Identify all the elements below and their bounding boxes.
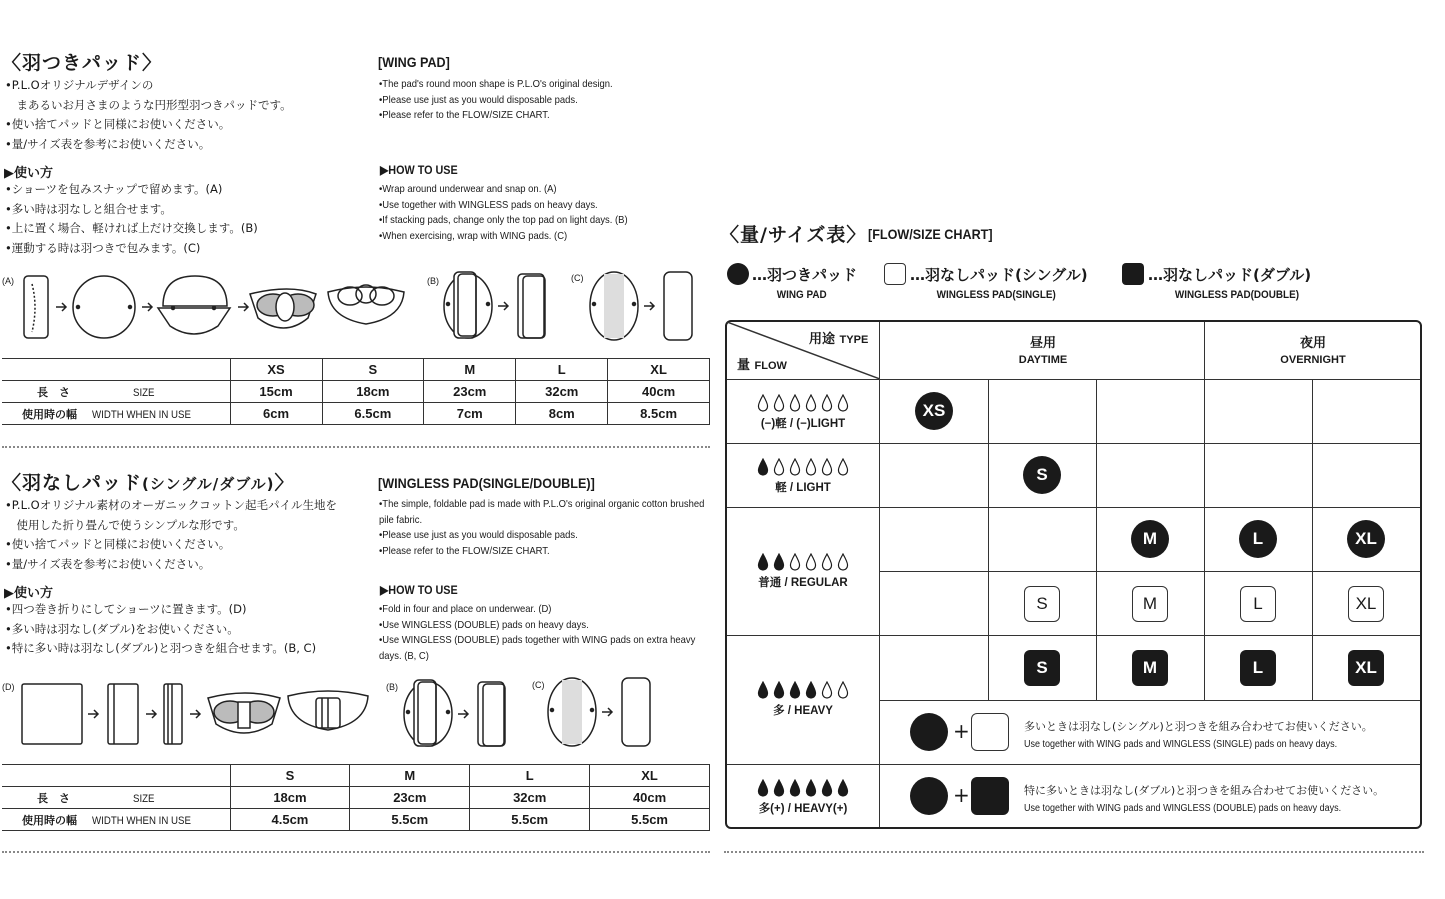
size-header: L xyxy=(470,765,590,787)
wing-howto-jp-line: •上に置く場合、軽ければ上だけ交換します。(B) xyxy=(5,221,258,235)
drop-icon xyxy=(837,553,849,571)
grid-line xyxy=(1312,379,1313,700)
length-cell: 18cm xyxy=(322,381,424,403)
table-row xyxy=(2,787,710,809)
wingless-title-jp xyxy=(2,468,295,495)
width-label-en: WIDTH WHEN IN USE xyxy=(92,814,192,827)
combo-wing-icon xyxy=(910,713,948,751)
wingless-title-jp-main: 〈羽なしパッド xyxy=(2,472,143,494)
drops xyxy=(727,681,879,699)
wing-illustration-a xyxy=(18,270,418,346)
drop-icon xyxy=(805,779,817,797)
length-cell: 18cm xyxy=(230,787,350,809)
width-cell: 7cm xyxy=(424,403,516,425)
width-cell: 5.5cm xyxy=(590,809,710,831)
size-header: S xyxy=(230,765,350,787)
drop-icon xyxy=(789,553,801,571)
wing-title-jp: 〈羽つきパッド〉 xyxy=(2,52,163,74)
drops xyxy=(727,553,879,571)
drop-icon xyxy=(821,394,833,412)
wingless-illustration-b xyxy=(400,676,520,752)
wingless-illustration-d xyxy=(18,676,388,752)
wingless-howto-en-line: •Use WINGLESS (DOUBLE) pads on heavy days. xyxy=(379,618,589,631)
wingless-desc-en-line: •Please refer to the FLOW/SIZE CHART. xyxy=(379,544,550,557)
width-cell: 5.5cm xyxy=(470,809,590,831)
section-divider xyxy=(2,446,710,448)
drop-icon xyxy=(773,553,785,571)
legend-wing-label: …羽つきパッド xyxy=(752,266,858,284)
wing-howto-en-line: •When exercising, wrap with WING pads. (C) xyxy=(379,229,568,242)
grid-line xyxy=(879,700,1420,701)
legend-double-label: …羽なしパッド(ダブル) xyxy=(1148,266,1312,284)
flow-label-text: 多(+) / HEAVY(+) xyxy=(758,803,848,815)
drop-icon xyxy=(773,681,785,699)
wing-desc-jp-line: まあるいお月さまのような円形型羽つきパッドです。 xyxy=(5,97,292,112)
flow-row-heavy xyxy=(727,681,879,718)
badge-wing-xs: XS xyxy=(915,392,953,430)
grid-line xyxy=(727,635,1420,636)
grid-line xyxy=(1096,379,1097,700)
badge-double-s: S xyxy=(1024,650,1060,686)
table-row xyxy=(2,359,710,381)
drop-icon xyxy=(789,779,801,797)
drop-icon xyxy=(805,681,817,699)
drop-icon xyxy=(789,394,801,412)
table-row xyxy=(2,403,710,425)
flow-label-text: 多 / HEAVY xyxy=(773,705,833,717)
drop-icon xyxy=(821,458,833,476)
length-cell: 40cm xyxy=(590,787,710,809)
grid-line xyxy=(1204,379,1205,700)
wingless-howto-en-line: •Fold in four and place on underwear. (D) xyxy=(379,603,552,615)
flow-label-en: FLOW xyxy=(754,360,787,372)
wing-howto-en-line: •Wrap around underwear and snap on. (A) xyxy=(379,183,557,195)
wingless-howto-jp-line: •多い時は羽なし(ダブル)をお使いください。 xyxy=(5,621,239,636)
grid-line xyxy=(1204,322,1205,379)
ill-label-a: (A) xyxy=(2,276,14,286)
table-row xyxy=(2,809,710,831)
drop-icon xyxy=(789,458,801,476)
wing-desc-en xyxy=(379,77,639,124)
drops xyxy=(727,394,879,412)
drop-icon xyxy=(821,553,833,571)
wingless-double-legend-icon xyxy=(1122,263,1144,285)
flow-label-text: 軽 / LIGHT xyxy=(775,482,831,494)
size-header: M xyxy=(350,765,470,787)
wing-desc-en-line: •Please use just as you would disposable pads. xyxy=(379,93,578,106)
flow-row-regular xyxy=(727,553,879,590)
grid-line xyxy=(727,379,1420,380)
size-header: XL xyxy=(590,765,710,787)
grid-line xyxy=(988,379,989,700)
length-label xyxy=(2,381,230,403)
wingless-howto-jp-line: •特に多い時は羽なし(ダブル)と羽つきを組合せます。(B, C) xyxy=(5,641,317,655)
daytime-header xyxy=(881,332,1205,366)
flow-size-chart xyxy=(725,320,1422,829)
width-label-jp: 使用時の幅 xyxy=(22,814,77,827)
wingless-title-jp-end: 〉 xyxy=(274,472,295,494)
wing-howto-en-line: •Use together with WINGLESS pads on heavy days. xyxy=(379,198,598,211)
length-label-en: SIZE xyxy=(133,792,155,805)
flow-row-light xyxy=(727,458,879,495)
combo-double-text xyxy=(1024,782,1384,814)
length-label xyxy=(2,787,230,809)
flow-row-heavy-plus xyxy=(727,779,879,816)
table-header-blank xyxy=(2,765,230,787)
wingless-size-table xyxy=(2,764,710,831)
ill-label-c: (C) xyxy=(571,273,584,283)
badge-single-m: M xyxy=(1132,586,1168,622)
length-cell: 32cm xyxy=(470,787,590,809)
type-label-jp: 用途 xyxy=(809,332,836,347)
daytime-jp: 昼用 xyxy=(1029,336,1056,351)
wingless-desc-jp-line: •量/サイズ表を参考にお使いください。 xyxy=(5,556,211,571)
combo-double-en: Use together with WING pads and WINGLESS (DOUBLE) pads on heavy days. xyxy=(1024,803,1342,814)
section-divider xyxy=(2,851,710,853)
wingless-desc-jp xyxy=(5,496,337,574)
badge-wing-s: S xyxy=(1023,456,1061,494)
wing-howto-jp-line: •運動する時は羽つきで包みます。(C) xyxy=(5,240,201,255)
wingless-howto-en xyxy=(379,602,749,664)
wingless-desc-en-line: •The simple, foldable pad is made with P.L.O's original organic cotton brushed pile fabric. xyxy=(379,498,705,526)
drop-icon xyxy=(837,458,849,476)
badge-double-l: L xyxy=(1240,650,1276,686)
plus-icon: + xyxy=(953,783,970,807)
drop-icon xyxy=(821,681,833,699)
wingless-howto-en-line: •Use WINGLESS (DOUBLE) pads together with WING pads on extra heavy days. (B, C) xyxy=(379,634,696,662)
flow-label-text: 普通 / REGULAR xyxy=(758,577,848,589)
wingless-illustration-c xyxy=(544,674,664,750)
size-header: XL xyxy=(608,359,710,381)
type-label-en: TYPE xyxy=(839,334,869,346)
length-label-en: SIZE xyxy=(133,386,155,399)
wing-howto-jp-line: •ショーツを包みスナップで留めます。(A) xyxy=(5,182,223,196)
combo-single-en: Use together with WING pads and WINGLESS (SINGLE) pads on heavy days. xyxy=(1024,739,1338,750)
badge-wing-l: L xyxy=(1239,520,1277,558)
size-header: L xyxy=(516,359,608,381)
combo-single-jp: 多いときは羽なし(シングル)と羽つきを組み合わせてお使いください。 xyxy=(1024,720,1373,733)
drop-icon xyxy=(805,394,817,412)
drop-icon xyxy=(837,681,849,699)
wing-desc-jp xyxy=(5,76,292,154)
wing-desc-en-line: •The pad's round moon shape is P.L.O's original design. xyxy=(379,78,613,90)
length-label-jp: 長 さ xyxy=(37,386,70,399)
size-header: M xyxy=(424,359,516,381)
width-label-en: WIDTH WHEN IN USE xyxy=(92,408,192,421)
combo-double-jp: 特に多いときは羽なし(ダブル)と羽つきを組み合わせてお使いください。 xyxy=(1024,784,1385,797)
width-cell: 6.5cm xyxy=(322,403,424,425)
wingless-howto-jp xyxy=(5,600,316,659)
drops xyxy=(727,779,879,797)
length-cell: 40cm xyxy=(608,381,710,403)
legend-wing-sub: WING PAD xyxy=(776,289,827,301)
wing-desc-jp-line: •P.L.Oオリジナルデザインの xyxy=(5,78,154,92)
drop-icon xyxy=(773,458,785,476)
wingless-desc-en-line: •Please use just as you would disposable pads. xyxy=(379,529,578,541)
overnight-header xyxy=(1205,332,1421,366)
wing-desc-jp-line: •使い捨てパッドと同様にお使いください。 xyxy=(5,117,231,131)
grid-line xyxy=(727,507,1420,508)
combo-wing-icon xyxy=(910,777,948,815)
length-label-jp: 長 さ xyxy=(37,792,70,805)
drop-icon xyxy=(773,779,785,797)
badge-double-xl: XL xyxy=(1348,650,1384,686)
size-header: XS xyxy=(230,359,322,381)
width-cell: 5.5cm xyxy=(350,809,470,831)
chart-title-jp: 〈量/サイズ表〉 xyxy=(720,224,867,246)
drop-icon xyxy=(837,394,849,412)
drop-icon xyxy=(757,458,769,476)
drop-icon xyxy=(821,779,833,797)
length-cell: 23cm xyxy=(424,381,516,403)
wingless-desc-en xyxy=(379,497,749,559)
badge-single-xl: XL xyxy=(1348,586,1384,622)
wingless-howto-en-title: ▶HOW TO USE xyxy=(380,583,458,597)
badge-wing-xl: XL xyxy=(1347,520,1385,558)
type-label xyxy=(809,328,868,347)
wing-size-table xyxy=(2,358,710,425)
grid-line xyxy=(727,443,1420,444)
wing-howto-jp-line: •多い時は羽なしと組合せます。 xyxy=(5,201,172,216)
ill-label-d: (D) xyxy=(2,682,15,692)
legend-double-sub: WINGLESS PAD(DOUBLE) xyxy=(1174,289,1300,301)
width-label xyxy=(2,809,230,831)
drop-icon xyxy=(757,779,769,797)
drop-icon xyxy=(805,553,817,571)
wing-title-en: [WING PAD] xyxy=(378,54,450,70)
ill-label-b: (B) xyxy=(427,276,439,286)
length-cell: 15cm xyxy=(230,381,322,403)
wingless-desc-jp-line: •P.L.Oオリジナル素材のオーガニックコットン起毛パイル生地を xyxy=(5,498,337,512)
ill-label-b2: (B) xyxy=(386,682,398,692)
width-cell: 6cm xyxy=(230,403,322,425)
wingless-desc-jp-line: 使用した折り畳んで使うシンプルな形です。 xyxy=(5,517,245,532)
grid-line xyxy=(879,571,1420,572)
flow-row-light-minus xyxy=(727,394,879,431)
drop-icon xyxy=(805,458,817,476)
wing-howto-en xyxy=(379,182,655,244)
section-divider xyxy=(724,851,1424,853)
wingless-single-legend-icon xyxy=(884,263,906,285)
combo-single-icon xyxy=(971,713,1009,751)
ill-label-c2: (C) xyxy=(532,680,545,690)
table-row xyxy=(2,765,710,787)
wingless-title-jp-small: (シングル/ダブル) xyxy=(142,475,275,493)
chart-title-en: [FLOW/SIZE CHART] xyxy=(868,226,993,242)
flow-label-jp: 量 xyxy=(737,358,751,373)
wingless-howto-jp-line: •四つ巻き折りにしてショーツに置きます。(D) xyxy=(5,602,247,616)
legend-single-label: …羽なしパッド(シングル) xyxy=(910,266,1088,284)
drop-icon xyxy=(757,681,769,699)
drop-icon xyxy=(773,394,785,412)
width-cell: 4.5cm xyxy=(230,809,350,831)
table-row xyxy=(2,381,710,403)
legend-single-sub: WINGLESS PAD(SINGLE) xyxy=(936,289,1056,301)
wing-illustration-c xyxy=(586,268,706,344)
wing-desc-en-line: •Please refer to the FLOW/SIZE CHART. xyxy=(379,109,550,121)
combo-double-icon xyxy=(971,777,1009,815)
wing-howto-en-title: ▶HOW TO USE xyxy=(380,163,458,177)
wingless-howto-jp-title: ▶使い方 xyxy=(4,586,53,601)
size-header: S xyxy=(322,359,424,381)
combo-single-text xyxy=(1024,718,1373,750)
wing-howto-jp-title: ▶使い方 xyxy=(4,166,53,181)
grid-line xyxy=(727,764,1420,765)
wing-howto-jp xyxy=(5,180,258,258)
flow-label-text: (−)軽 / (−)LIGHT xyxy=(760,418,846,430)
badge-single-s: S xyxy=(1024,586,1060,622)
wing-howto-en-line: •If stacking pads, change only the top pad on light days. (B) xyxy=(379,214,628,226)
plus-icon: + xyxy=(953,719,970,743)
drop-icon xyxy=(757,394,769,412)
length-cell: 23cm xyxy=(350,787,470,809)
width-label-jp: 使用時の幅 xyxy=(22,408,77,421)
drop-icon xyxy=(837,779,849,797)
width-cell: 8cm xyxy=(516,403,608,425)
wing-pad-legend-icon xyxy=(727,263,749,285)
wingless-title-en: [WINGLESS PAD(SINGLE/DOUBLE)] xyxy=(378,475,595,491)
daytime-en: DAYTIME xyxy=(1018,354,1068,366)
drops xyxy=(727,458,879,476)
table-header-blank xyxy=(2,359,230,381)
badge-wing-m: M xyxy=(1131,520,1169,558)
grid-line xyxy=(879,322,880,827)
width-label xyxy=(2,403,230,425)
width-cell: 8.5cm xyxy=(608,403,710,425)
wingless-desc-jp-line: •使い捨てパッドと同様にお使いください。 xyxy=(5,537,231,551)
badge-double-m: M xyxy=(1132,650,1168,686)
overnight-jp: 夜用 xyxy=(1299,336,1326,351)
wing-illustration-b xyxy=(440,268,560,344)
drop-icon xyxy=(789,681,801,699)
overnight-en: OVERNIGHT xyxy=(1280,354,1346,366)
length-cell: 32cm xyxy=(516,381,608,403)
wing-desc-jp-line: •量/サイズ表を参考にお使いください。 xyxy=(5,136,211,151)
flow-label xyxy=(737,354,787,373)
drop-icon xyxy=(757,553,769,571)
badge-single-l: L xyxy=(1240,586,1276,622)
